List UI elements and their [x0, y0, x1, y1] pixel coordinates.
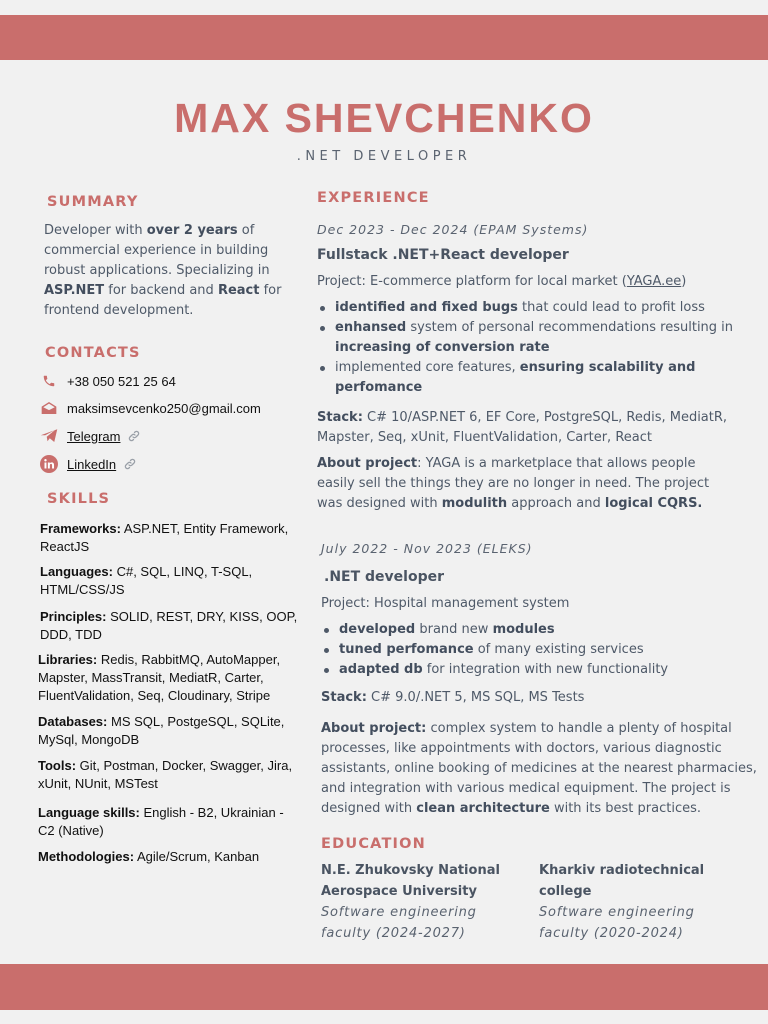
list-item: adapted db for integration with new functionality	[321, 660, 741, 680]
contacts-heading: CONTACTS	[45, 345, 141, 361]
skill-language-skills: Language skills: English - B2, Ukrainian - C2 (Native)	[38, 805, 284, 838]
contact-email	[40, 398, 261, 418]
skill-libraries: Libraries: Redis, RabbitMQ, AutoMapper, Mapster, MassTransit, MediatR, Carter, FluentValidation, Seq, Cloudinary, Stripe	[38, 652, 281, 703]
experience-heading: EXPERIENCE	[317, 190, 430, 206]
skill-tools: Tools: Git, Postman, Docker, Swagger, Jira, xUnit, NUnit, MSTest	[38, 758, 293, 791]
job2-about: About project: complex system to handle a plenty of hospital processes, like appointments with doctors, various diagnostic assistants, online booking of medicines at the nearest pharmacies, and integration with various medical equipment. The project is designed with clean architecture with its best practices.	[321, 721, 757, 816]
job2-project: Project: Hospital management system	[321, 596, 570, 611]
list-item: implemented core features, ensuring scalability and perfomance	[317, 358, 737, 398]
edu1-faculty: Software engineering faculty (2024-2027)	[321, 905, 477, 941]
job2-title: .NET developer	[324, 569, 444, 585]
list-item: enhansed system of personal recommendations resulting in increasing of conversion rate	[317, 318, 737, 358]
linkedin-link[interactable]: LinkedIn	[67, 456, 117, 472]
phone-icon	[40, 372, 58, 390]
skill-databases: Databases: MS SQL, PostgeSQL, SQLite, MySql, MongoDB	[38, 714, 285, 747]
bottom-band	[0, 964, 768, 1010]
candidate-name: MAX SHEVCHENKO	[174, 95, 594, 141]
telegram-link[interactable]: Telegram	[67, 428, 121, 444]
contact-telegram	[40, 426, 140, 446]
skill-languages: Languages: C#, SQL, LINQ, T-SQL, HTML/CSS/JS	[40, 564, 253, 597]
job1-bullets	[317, 298, 737, 398]
link-icon	[124, 455, 136, 474]
skill-frameworks: Frameworks: ASP.NET, Entity Framework, ReactJS	[40, 521, 289, 554]
job1-project: Project: E-commerce platform for local market (YAGA.ee)	[317, 274, 687, 289]
yaga-link[interactable]: YAGA.ee	[626, 274, 682, 289]
job2-bullets	[321, 620, 741, 680]
edu2-name: Kharkiv radiotechnical college	[539, 863, 705, 899]
contact-phone	[40, 371, 176, 391]
job1-title: Fullstack .NET+React developer	[317, 247, 569, 263]
skill-methodologies: Methodologies: Agile/Scrum, Kanban	[38, 849, 260, 864]
skills-heading: SKILLS	[47, 491, 111, 507]
job2-date: July 2022 - Nov 2023 (ELEKS)	[321, 541, 533, 556]
list-item: identified and fixed bugs that could lead to profit loss	[317, 298, 737, 318]
job1-stack: Stack: C# 10/ASP.NET 6, EF Core, PostgreSQL, Redis, MediatR, Mapster, Seq, xUnit, FluentValidation, Carter, React	[317, 410, 728, 445]
summary-text: Developer with over 2 years of commercial experience in building robust applications. Specializing in ASP.NET for backend and React for frontend development.	[44, 223, 282, 318]
edu1-name: N.E. Zhukovsky National Aerospace University	[321, 863, 500, 899]
list-item: tuned perfomance of many existing services	[321, 640, 741, 660]
job2-stack: Stack: C# 9.0/.NET 5, MS SQL, MS Tests	[321, 690, 585, 705]
candidate-role: .NET DEVELOPER	[296, 149, 472, 164]
summary-heading: SUMMARY	[47, 194, 139, 210]
telegram-icon	[40, 427, 58, 445]
email-icon	[40, 399, 58, 417]
edu2-faculty: Software engineering faculty (2020-2024)	[539, 905, 695, 941]
education-heading: EDUCATION	[321, 836, 427, 852]
job1-about: About project: YAGA is a marketplace that allows people easily sell the things they are no longer in need. The project was designed with modulith approach and logical CQRS.	[317, 456, 710, 511]
phone-number: +38 050 521 25 64	[67, 373, 176, 389]
skill-principles: Principles: SOLID, REST, DRY, KISS, OOP, DDD, TDD	[40, 609, 298, 642]
job1-date: Dec 2023 - Dec 2024 (EPAM Systems)	[317, 222, 589, 237]
top-band	[0, 15, 768, 60]
list-item: developed brand new modules	[321, 620, 741, 640]
linkedin-icon	[40, 455, 58, 473]
link-icon	[128, 427, 140, 446]
email-address[interactable]: maksimsevcenko250@gmail.com	[67, 400, 261, 416]
contact-linkedin	[40, 454, 136, 474]
